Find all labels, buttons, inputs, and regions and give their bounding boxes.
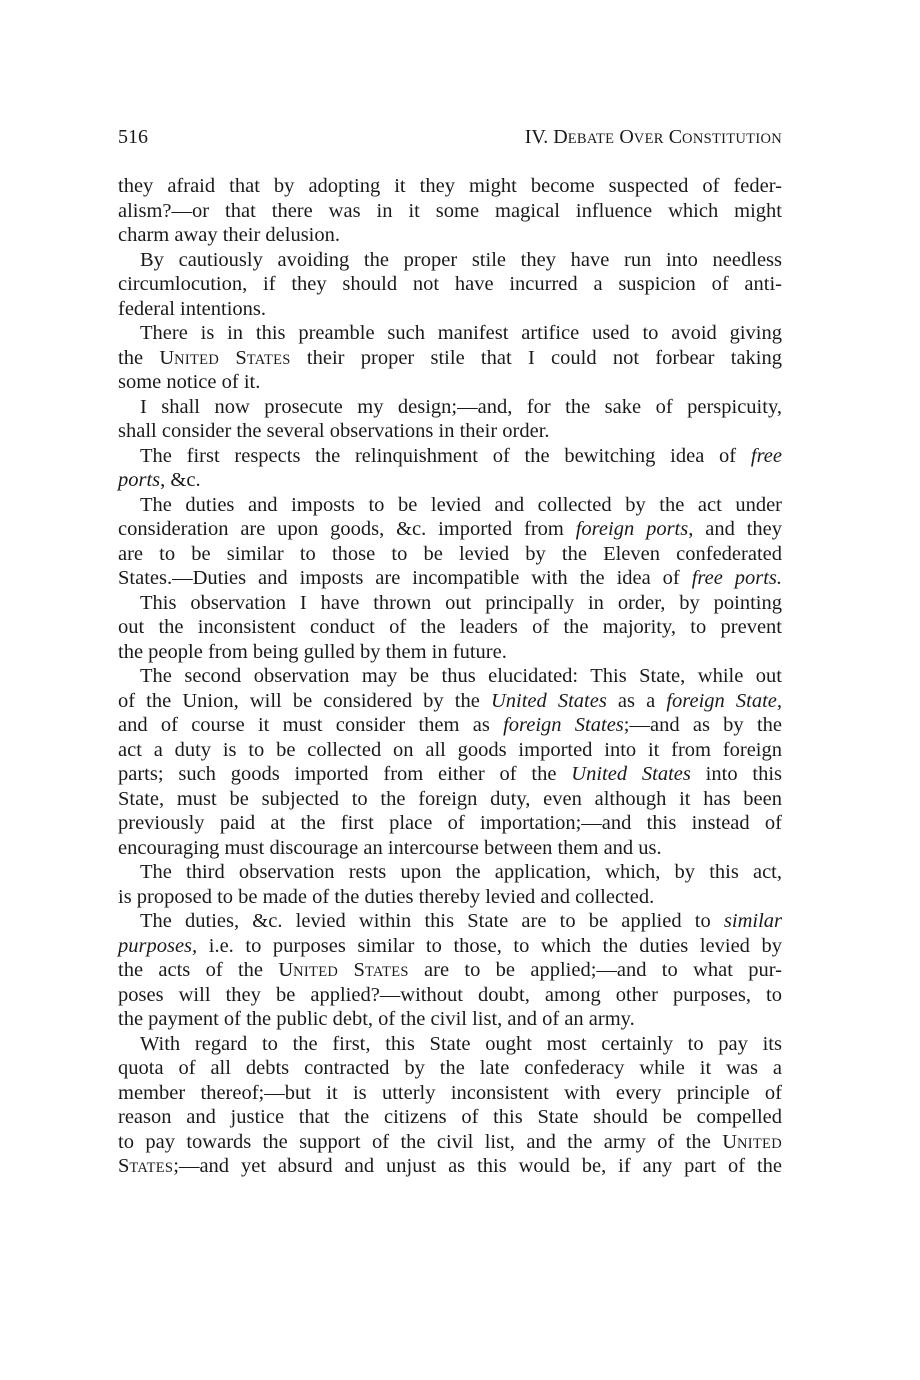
text-line	[118, 713, 782, 738]
italic-text: ports	[118, 469, 161, 491]
text-run: parts; such goods imported from either of the	[118, 763, 572, 785]
text-line: The third observation rests upon the application, which, by this act,	[140, 861, 782, 883]
smallcaps-united-states: UNITED STATES	[159, 346, 291, 369]
text-line: reason and justice that the citizens of this State should be compelled	[118, 1106, 782, 1128]
section-prefix: IV.	[524, 126, 554, 148]
text-line: the people from being gulled by them in future.	[118, 640, 507, 663]
text-run: as a	[606, 689, 667, 712]
text-line: previously paid at the first place of importation;—and this instead of	[118, 812, 782, 834]
text-line: is proposed to be made of the duties thereby levied and collected.	[118, 885, 655, 908]
text-line: member thereof;—but it is utterly inconsistent with every principle of	[118, 1081, 782, 1104]
text-line: circumlocution, if they should not have incurred a suspicion of anti-	[118, 273, 782, 295]
text-run: into this	[690, 763, 783, 785]
italic-text: foreign State,	[666, 689, 782, 712]
text-line: some notice of it.	[118, 371, 261, 393]
text-line: poses will they be applied?—without doubt, among other purposes, to	[118, 983, 782, 1006]
text-line	[118, 346, 782, 371]
text-line: The second observation may be thus elucidated: This State, while out	[140, 665, 782, 687]
text-run: The first respects the relinquishment of the bewitching idea of	[140, 444, 751, 467]
text-line: charm away their delusion.	[118, 224, 341, 246]
text-line: quota of all debts contracted by the late confederacy while it was a	[118, 1057, 782, 1079]
text-line: act a duty is to be collected on all goods imported into it from foreign	[118, 738, 782, 761]
text-run: i.e. to purposes similar to those, to which the duties levied by	[197, 934, 782, 957]
text-run: of the Union, will be considered by the	[118, 689, 491, 712]
italic-text: free	[750, 444, 782, 467]
smallcaps-united: UNITED	[722, 1130, 782, 1153]
text-line: encouraging must discourage an intercourse between them and us.	[118, 836, 662, 859]
text-run: the acts of the	[118, 959, 279, 981]
text-line	[118, 444, 782, 469]
text-run: The duties, &c. levied within this State are to be applied to	[140, 910, 724, 932]
italic-text: similar	[723, 910, 782, 932]
body-text	[118, 174, 782, 1179]
italic-text: United States	[571, 763, 691, 785]
text-run: States.—Duties and imposts are incompatible with the idea of	[118, 567, 692, 589]
text-line: they afraid that by adopting it they might become suspected of feder-	[118, 175, 782, 197]
text-line: This observation I have thrown out principally in order, by pointing	[140, 591, 782, 614]
text-line: alism?—or that there was in it some magical influence which might	[118, 199, 782, 222]
text-line: The duties and imposts to be levied and collected by the act under	[140, 493, 782, 516]
text-line	[118, 1154, 782, 1179]
text-line	[118, 1130, 782, 1155]
italic-text: United States	[490, 689, 607, 712]
text-line	[118, 689, 782, 714]
text-run: ;—and as by the	[623, 714, 782, 736]
text-line: By cautiously avoiding the proper stile they have run into needless	[140, 248, 782, 271]
text-line	[118, 958, 782, 983]
text-run: ;—and yet absurd and unjust as this would be, if any part of the	[173, 1155, 782, 1177]
text-run: the	[118, 346, 160, 369]
italic-text: foreign ports	[575, 518, 689, 540]
text-line	[118, 566, 782, 591]
text-line	[118, 934, 782, 959]
text-line	[118, 909, 782, 934]
text-line: are to be similar to those to be levied by the Eleven confederated	[118, 542, 782, 565]
text-line: shall consider the several observations in their order.	[118, 420, 550, 442]
text-run: are to be applied;—and to what pur-	[408, 959, 782, 981]
text-line	[118, 762, 782, 787]
section-title-text: DEBATE OVER CONSTITUTION	[553, 126, 782, 148]
smallcaps-states: STATES	[118, 1155, 174, 1177]
italic-text: foreign States	[503, 714, 624, 736]
text-line	[118, 468, 782, 493]
text-line: the payment of the public debt, of the civil list, and of an army.	[118, 1008, 635, 1030]
text-line: State, must be subjected to the foreign duty, even although it has been	[118, 787, 782, 810]
text-run: , and they	[688, 518, 782, 540]
section-title-smallcaps	[553, 126, 782, 148]
text-line: I shall now prosecute my design;—and, for the sake of perspicuity,	[140, 395, 782, 418]
running-head	[118, 124, 782, 150]
text-line: With regard to the first, this State ought most certainly to pay its	[140, 1032, 782, 1055]
text-line: federal intentions.	[118, 297, 267, 320]
text-run: , &c.	[160, 469, 201, 491]
text-line	[118, 517, 782, 542]
text-line: out the inconsistent conduct of the leaders of the majority, to prevent	[118, 616, 782, 638]
italic-text: purposes,	[118, 934, 198, 957]
text-run: their proper stile that I could not forbear taking	[290, 346, 782, 369]
smallcaps-united-states: UNITED STATES	[278, 959, 409, 981]
text-run: consideration are upon goods, &c. imported from	[118, 518, 576, 540]
page-number: 516	[118, 126, 148, 148]
text-line: There is in this preamble such manifest artifice used to avoid giving	[140, 322, 782, 344]
section-title	[525, 124, 782, 152]
text-run: and of course it must consider them as	[118, 714, 504, 736]
text-run: to pay towards the support of the civil list, and the army of the	[118, 1130, 723, 1153]
italic-text: free ports.	[691, 567, 783, 589]
